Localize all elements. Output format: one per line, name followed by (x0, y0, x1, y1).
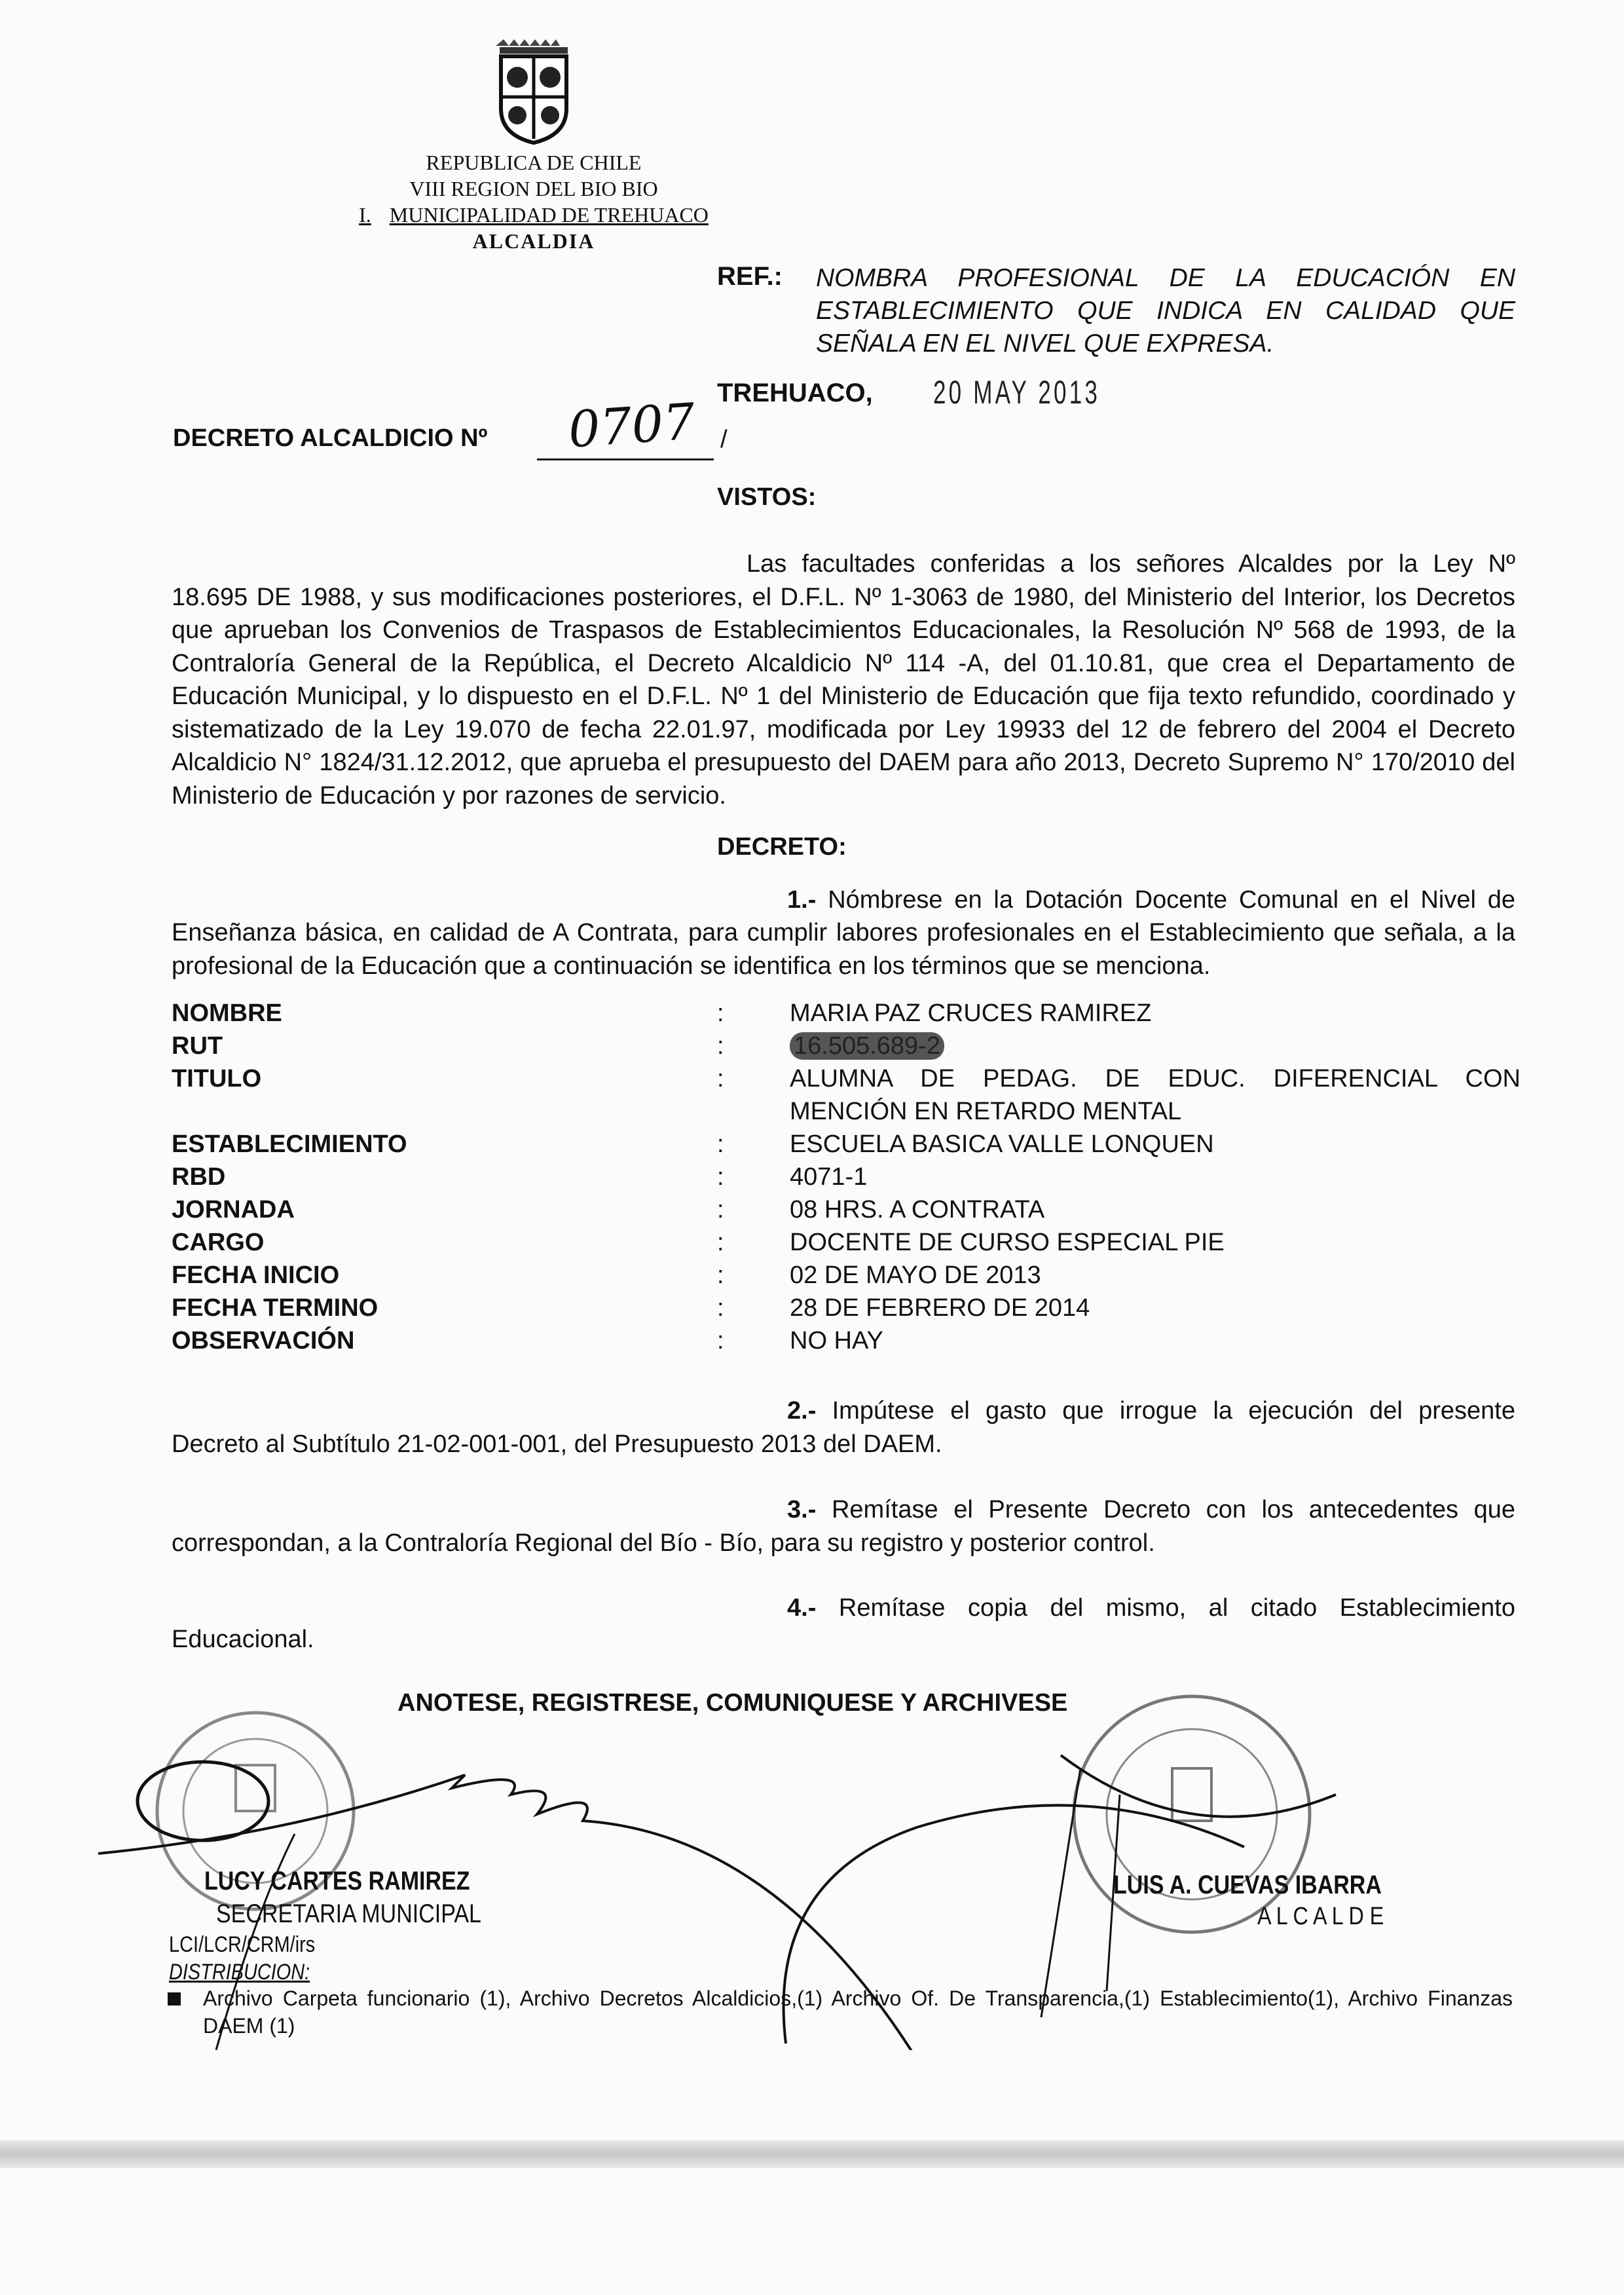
article-4: 4.- Remítase copia del mismo, al citado Establecimiento Educacional. (172, 1594, 1515, 1653)
distribution-title: DISTRIBUCION: (169, 1960, 310, 1985)
initials: LCI/LCR/CRM/irs (169, 1932, 316, 1957)
scan-edge-band (0, 2140, 1624, 2168)
ref-text: NOMBRA PROFESIONAL DE LA EDUCACIÓN EN ESTABLECIMIENTO QUE INDICA EN CALIDAD QUE SEÑALA EN EL NIVEL QUE EXPRESA. (816, 264, 1515, 358)
secretary-name: LUCY CARTES RAMIREZ (204, 1867, 470, 1895)
vistos-title: VISTOS: (717, 483, 817, 511)
letterhead (304, 149, 763, 254)
letterhead-country: REPUBLICA DE CHILE (426, 151, 642, 174)
closing-formula: ANOTESE, REGISTRESE, COMUNIQUESE Y ARCHIVESE (397, 1689, 1068, 1717)
field-row: CARGO : DOCENTE DE CURSO ESPECIAL PIE (172, 1229, 1225, 1256)
decree-label: DECRETO ALCALDICIO Nº (173, 424, 488, 452)
mayor-title: A L C A L D E (1257, 1903, 1384, 1930)
field-row: OBSERVACIÓN : NO HAY (172, 1327, 883, 1354)
article-2: 2.- Impútese el gasto que irrogue la ejecución del presente Decreto al Subtítulo 21-02-001-001, del Presupuesto 2013 del DAEM. (172, 1397, 1515, 1458)
vistos-text: Las facultades conferidas a los señores Alcaldes por la Ley Nº 18.695 DE 1988, y sus modificaciones posteriores, el D.F.L. Nº 1-3063 de 1980, del Ministerio del Interior, los Decretos que aprueban los Convenios de Traspasos de Establecimientos Educacionales, la Resolución Nº 568 de 1993, de la Contraloría General de la República, el Decreto Alcaldicio Nº 114 -A, del 01.10.81, que crea el Departamento de Educación Municipal, y lo dispuesto en el D.F.L. Nº 1 del Ministerio de Educación que fija texto refundido, coordinado y sistematizado de la Ley 19.070 de fecha 22.01.97, modificada por Ley 19933 del 12 de febrero del 2004 el Decreto Alcaldicio N° 1824/31.12.2012, que aprueba el presupuesto del DAEM para año 2013, Decreto Supremo N° 170/2010 del Ministerio de Educación y por razones de servicio. (172, 550, 1515, 810)
place: TREHUACO, (717, 379, 873, 407)
bullet-icon (168, 1992, 181, 2006)
decree-slash: / (720, 426, 728, 453)
letterhead-office: ALCALDIA (472, 229, 595, 253)
date-stamp: 20 MAY 2013 (933, 374, 1101, 411)
mayor-name: LUIS A. CUEVAS IBARRA (1113, 1871, 1382, 1899)
secretary-title: SECRETARIA MUNICIPAL (216, 1899, 481, 1928)
field-row: FECHA TERMINO : 28 DE FEBRERO DE 2014 (172, 1294, 1090, 1322)
decree-body (172, 548, 1521, 1720)
distribution-list: Archivo Carpeta funcionario (1), Archivo Decretos Alcaldicios,(1) Archivo Of. De Transparencia,(1) Establecimiento(1), Archivo Finanzas DAEM (1) (203, 1987, 1513, 2038)
ref-label: REF.: (717, 262, 783, 291)
field-row: RUT : 16.505.689-2 (172, 1030, 1521, 1062)
article-3: 3.- Remítase el Presente Decreto con los antecedentes que correspondan, a la Contraloría Regional del Bío - Bío, para su registro y posterior control. (172, 1496, 1515, 1557)
article-1: 1.- Nómbrese en la Dotación Docente Comunal en el Nivel de Enseñanza básica, en calidad de A Contrata, para cumplir labores profesionales en el Establecimiento que señala, a la profesional de la Educación que a continuación se identifica en los términos que se menciona. (172, 886, 1515, 980)
field-row: RBD : 4071-1 (172, 1163, 868, 1191)
field-row: NOMBRE : MARIA PAZ CRUCES RAMIREZ (172, 999, 1152, 1027)
decree-number-line (537, 458, 714, 460)
field-row: JORNADA : 08 HRS. A CONTRATA (172, 1196, 1045, 1223)
field-row: TITULO : ALUMNA DE PEDAG. DE EDUC. DIFERENCIAL CON (172, 1065, 1521, 1092)
field-row: FECHA INICIO : 02 DE MAYO DE 2013 (172, 1261, 1041, 1289)
fields-table (172, 997, 1521, 1357)
field-row-continued: MENCIÓN EN RETARDO MENTAL (790, 1098, 1182, 1125)
decreto-title: DECRETO: (717, 833, 847, 861)
letterhead-region: VIII REGION DEL BIO BIO (409, 177, 658, 200)
field-row: ESTABLECIMIENTO : ESCUELA BASICA VALLE LONQUEN (172, 1130, 1214, 1158)
letterhead-municipality: I. MUNICIPALIDAD DE TREHUACO (359, 203, 709, 227)
decree-number: 0707 (566, 392, 697, 459)
municipal-crest-icon (494, 34, 573, 147)
rut-value: 16.505.689-2 (790, 1032, 944, 1060)
